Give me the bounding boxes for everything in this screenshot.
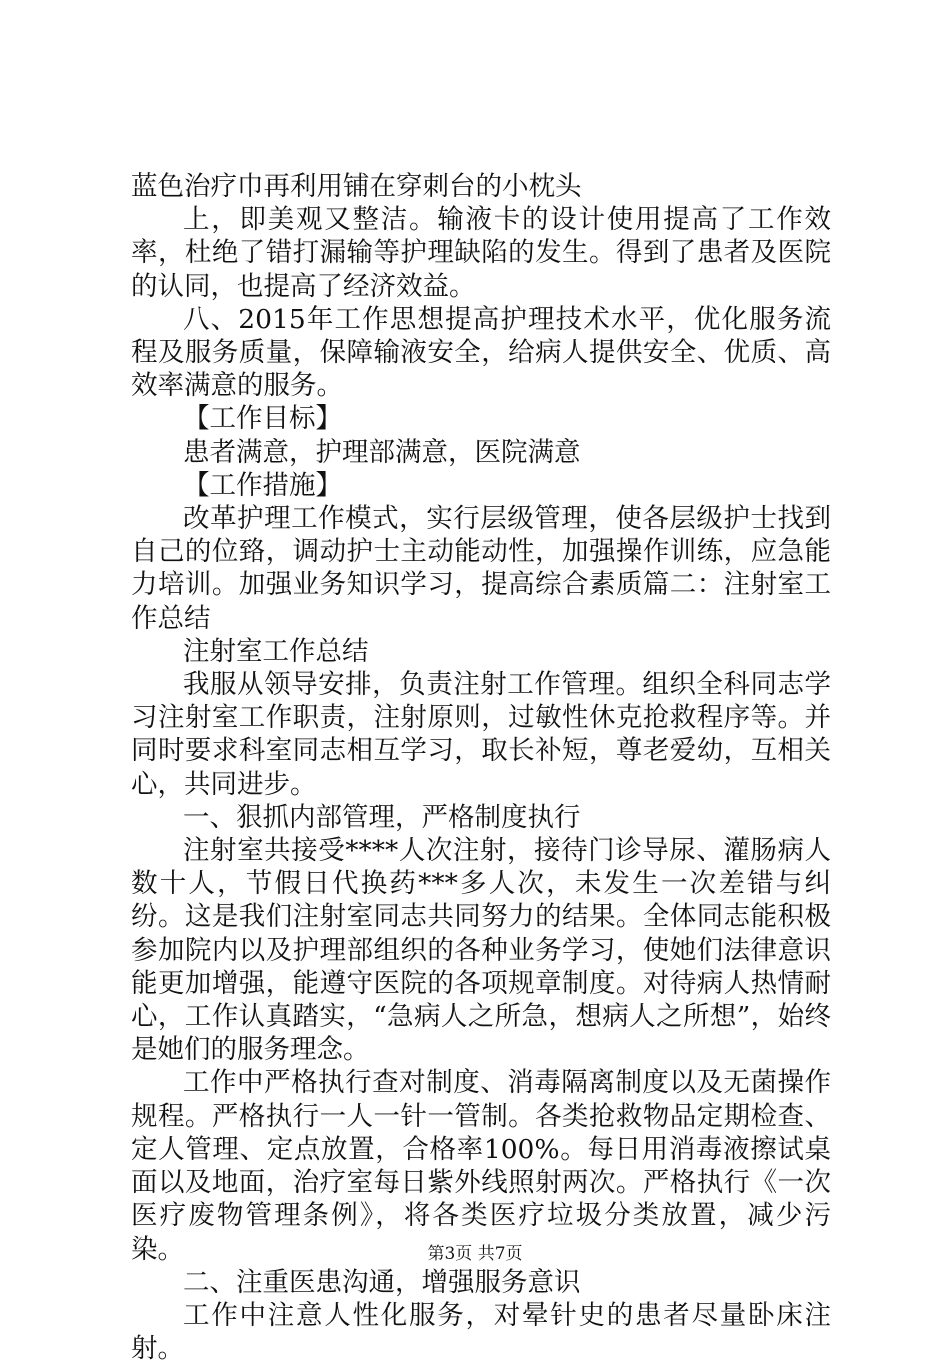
paragraph: 工作中严格执行查对制度、消毒隔离制度以及无菌操作规程。严格执行一人一针一管制。各类抢救物品定期检查、定人管理、定点放置，合格率100%。每日用消毒液擦试桌面以及地面，治疗室每日紫外线照射两次。严格执行《一次医疗废物管理条例》，将各类医疗垃圾分类放置，减少污染。 xyxy=(131,1067,831,1265)
paragraph: 蓝色治疗巾再利用铺在穿刺台的小枕头 xyxy=(131,171,582,202)
page-footer: 第3页 共7页 xyxy=(427,1244,523,1264)
paragraph: 八、2015年工作思想提高护理技术水平，优化服务流程及服务质量，保障输液安全，给病人提供安全、优质、高效率满意的服务。 xyxy=(131,303,831,402)
paragraph: 注射室共接受****人次注射，接待门诊导尿、灌肠病人数十人，节假日代换药***多人次，未发生一次差错与纠纷。这是我们注射室同志共同努力的结果。全体同志能积极参加院内以及护理部组织的各种业务学习，使她们法律意识能更加增强，能遵守医院的各项规章制度。对待病人热情耐心，工作认真踏实，“急病人之所急，想病人之所想”，始终是她们的服务理念。 xyxy=(131,835,831,1066)
paragraph: 我服从领导安排，负责注射工作管理。组织全科同志学习注射室工作职责，注射原则，过敏性休克抢救程序等。并同时要求科室同志相互学习，取长补短，尊老爱幼，互相关心，共同进步。 xyxy=(131,669,831,800)
paragraph: 工作中注意人性化服务，对晕针史的患者尽量卧床注射。 xyxy=(131,1299,831,1365)
section-heading: 【工作措施】 xyxy=(183,469,342,501)
paragraph: 患者满意，护理部满意，医院满意 xyxy=(183,436,581,468)
document-body xyxy=(131,170,831,1365)
section-title: 注射室工作总结 xyxy=(183,635,369,667)
paragraph: 改革护理工作模式，实行层级管理，使各层级护士找到自己的位臵，调动护士主动能动性，加强操作训练，应急能力培训。加强业务知识学习，提高综合素质篇二：注射室工作总结 xyxy=(131,503,831,634)
section-heading: 【工作目标】 xyxy=(183,403,342,435)
paragraph: 上，即美观又整洁。输液卡的设计使用提高了工作效率，杜绝了错打漏输等护理缺陷的发生。得到了患者及医院的认同，也提高了经济效益。 xyxy=(131,204,831,302)
section-heading: 二、注重医患沟通，增强服务意识 xyxy=(183,1266,581,1298)
section-heading: 一、狠抓内部管理，严格制度执行 xyxy=(183,801,581,833)
